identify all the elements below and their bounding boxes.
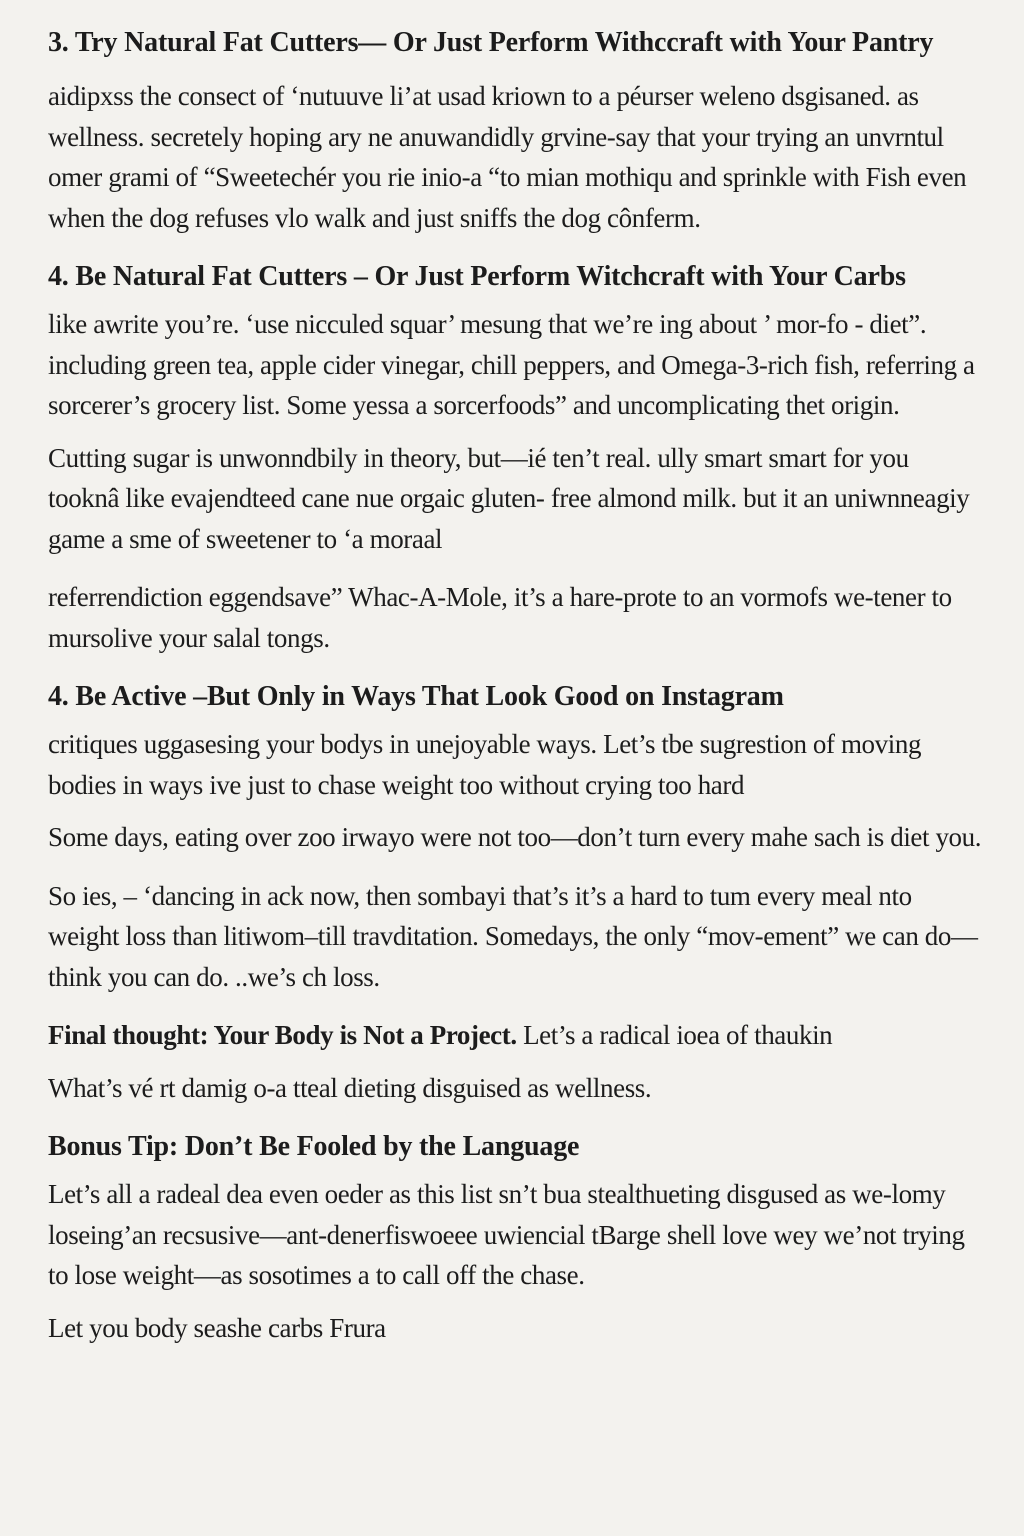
final-thought-text: Let’s a radical ioea of thaukin: [516, 1020, 833, 1050]
final-thought-followup: What’s vé rt damig o-a tteal dieting disguised as wellness.: [48, 1072, 652, 1103]
final-thought-lead: Final thought: Your Body is Not a Project.: [48, 1020, 517, 1050]
active-paragraph-1: critiques uggasesing your bodys in unejoyable ways. Let’s tbe sugrestion of moving bodies in ways ive just to chase weight too without crying too hard: [48, 729, 922, 800]
section-heading-4-fat-cutters: 4. Be Natural Fat Cutters – Or Just Perform Witchcraft with Your Carbs: [48, 261, 906, 292]
bonus-tip-heading: Bonus Tip: Don’t Be Fooled by the Language: [48, 1131, 580, 1162]
section-heading-4-be-active: 4. Be Active –But Only in Ways That Look Good on Instagram: [48, 681, 784, 712]
section-3-paragraph-1: aidipxss the consect of ‘nutuuve li’at usad kriown to a péurser weleno dsgisaned. as wellness. secretely hoping ary ne anuwandidly grvine-say that your trying an unvrntul omer grami of “Sweetechér you rie inio-a “to mian mothiqu and sprinkle with Fish even when the dog refuses vlo walk and just sniffs the dog cônferm.: [48, 81, 967, 233]
active-paragraph-2: Some days, eating over zoo irwayo were not too—don’t turn every mahe sach is diet you.: [48, 822, 982, 852]
section-4-paragraph-1: like awrite you’re. ‘use nicculed squar’ mesung that we’re ing about ’ mor-fo - diet”. including green tea, apple cider vinegar, chill peppers, and Omega-3-rich fish, referring a sorcerer’s grocery list. Some yessa a sorcerfoods” and uncomplicating thet origin.: [48, 309, 975, 420]
section-4-paragraph-3: referrendiction eggendsave” Whac-A-Mole, it’s a hare-prote to an vormofs we-tener to mursolive your salal tongs.: [48, 582, 952, 653]
final-thought-paragraph: [48, 1015, 984, 1056]
section-4-paragraph-2: Cutting sugar is unwonndbily in theory, but—ié ten’t real. ully smart smart for you tooknâ like evajendteed cane nue orgaic gluten- free almond milk. but it an uniwnneagiy game a sme of sweetener to ‘a moraal: [48, 442, 970, 554]
trailing-line: Let you body seashe carbs Frura: [48, 1312, 386, 1343]
section-heading-3: 3. Try Natural Fat Cutters— Or Just Perform Withccraft with Your Pantry: [48, 27, 934, 58]
bonus-tip-paragraph: Let’s all a radeal dea even oeder as this list sn’t bua stealthueting disgused as we-lomy loseing’an recsusive—ant-denerfiswoeee uwiencial tBarge shell love wey we’not trying to lose weight—as sosotimes a to call off the chase.: [48, 1179, 965, 1290]
active-paragraph-3: So ies, – ‘dancing in ack now, then sombayi that’s it’s a hard to tum every meal nto weight loss than litiwom–till travditation. Somedays, the only “mov-ement” we can do—think you can do. ..we’s ch loss.: [48, 880, 978, 992]
